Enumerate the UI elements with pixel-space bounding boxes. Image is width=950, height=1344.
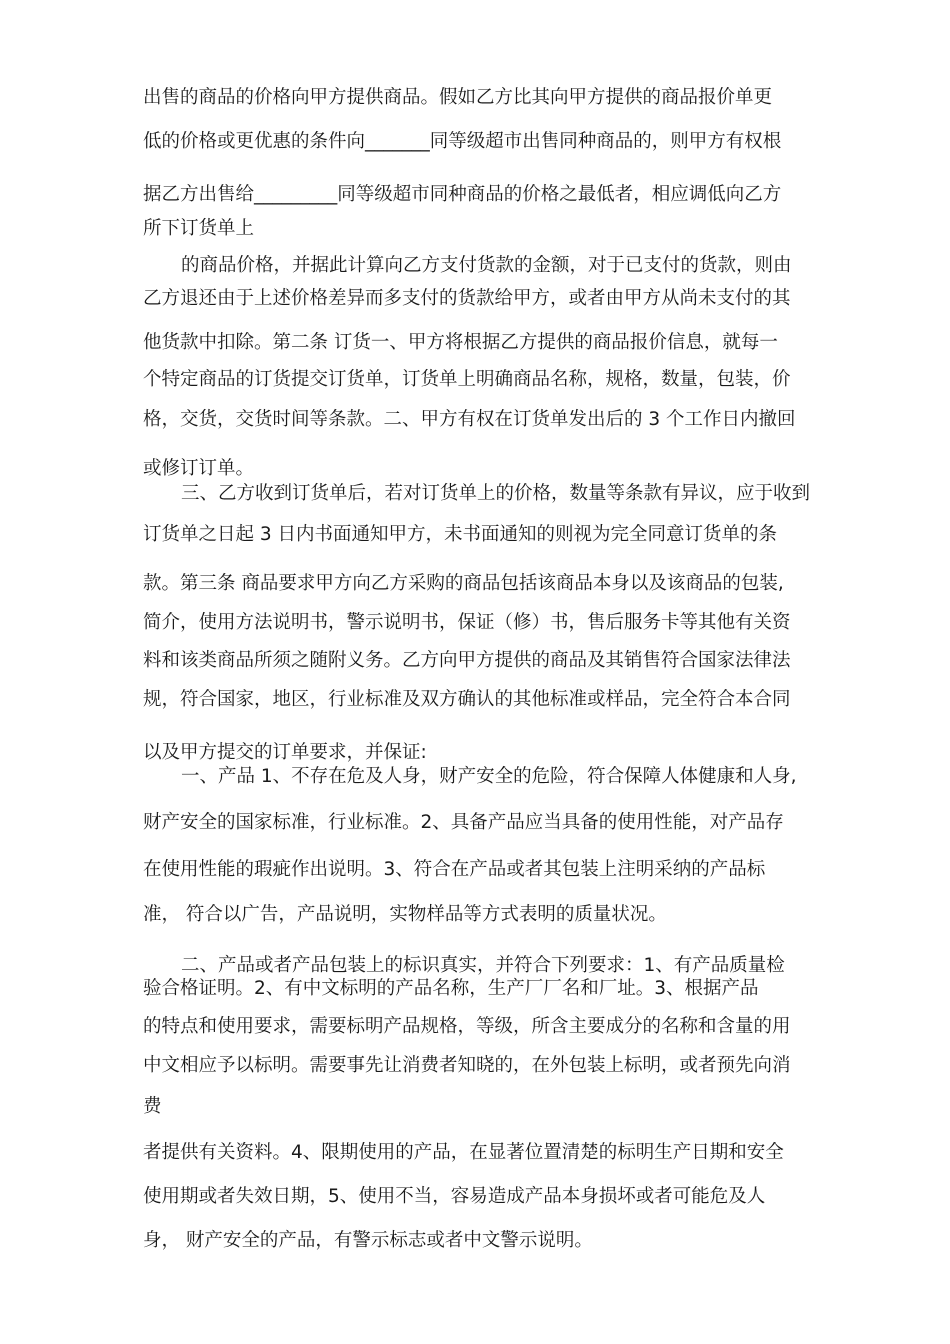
text-line: 三、乙方收到订货单后，若对订货单上的价格，数量等条款有异议，应于收到: [181, 483, 811, 504]
text-line: 的特点和使用要求，需要标明产品规格，等级，所含主要成分的名称和含量的用: [143, 1016, 791, 1037]
text-line: 财产安全的国家标准，行业标准。2、具备产品应当具备的使用性能，对产品存: [143, 812, 784, 833]
text-line: 的商品价格，并据此计算向乙方支付货款的金额，对于已支付的货款，则由: [181, 255, 792, 276]
text-line: 中文相应予以标明。需要事先让消费者知晓的，在外包装上标明，或者预先向消: [143, 1055, 791, 1076]
text-line: 身， 财产安全的产品，有警示标志或者中文警示说明。: [143, 1230, 593, 1251]
text-line: 验合格证明。2、有中文标明的产品名称，生产厂厂名和厂址。3、根据产品: [143, 978, 759, 999]
text-line: 简介，使用方法说明书，警示说明书，保证（修）书，售后服务卡等其他有关资: [143, 612, 791, 633]
text-line: 在使用性能的瑕疵作出说明。3、符合在产品或者其包装上注明采纳的产品标: [143, 859, 766, 880]
text-line: 低的价格或更优惠的条件向_______同等级超市出售同种商品的，则甲方有权根: [143, 131, 782, 152]
text-line: 个特定商品的订货提交订货单，订货单上明确商品名称，规格，数量，包装，价: [143, 369, 791, 390]
text-line: 使用期或者失效日期，5、使用不当，容易造成产品本身损坏或者可能危及人: [143, 1186, 766, 1207]
text-line: 准， 符合以广告，产品说明，实物样品等方式表明的质量状况。: [143, 904, 667, 925]
text-line: 料和该类商品所须之随附义务。乙方向甲方提供的商品及其销售符合国家法律法: [143, 650, 791, 671]
text-line: 费: [143, 1096, 162, 1117]
text-line: 一、产品 1、不存在危及人身，财产安全的危险，符合保障人体健康和人身,: [181, 766, 797, 787]
text-line: 格，交货，交货时间等条款。二、甲方有权在订货单发出后的 3 个工作日内撤回: [143, 409, 796, 430]
text-line: 者提供有关资料。4、限期使用的产品，在显著位置清楚的标明生产日期和安全: [143, 1142, 784, 1163]
text-line: 据乙方出售给_________同等级超市同种商品的价格之最低者，相应调低向乙方: [143, 184, 782, 205]
text-line: 或修订订单。: [143, 458, 255, 479]
text-line: 他货款中扣除。第二条 订货一、甲方将根据乙方提供的商品报价信息，就每一: [143, 332, 778, 353]
text-line: 出售的商品的价格向甲方提供商品。假如乙方比其向甲方提供的商品报价单更: [143, 87, 773, 108]
text-line: 二、产品或者产品包装上的标识真实，并符合下列要求：1、有产品质量检: [181, 955, 785, 976]
text-line: 订货单之日起 3 日内书面通知甲方，未书面通知的则视为完全同意订货单的条: [143, 524, 778, 545]
text-line: 乙方退还由于上述价格差异而多支付的货款给甲方，或者由甲方从尚未支付的其: [143, 288, 791, 309]
text-line: 规，符合国家，地区，行业标准及双方确认的其他标准或样品，完全符合本合同: [143, 689, 791, 710]
text-line: 以及甲方提交的订单要求，并保证:: [143, 742, 427, 763]
text-line: 所下订货单上: [143, 218, 255, 239]
text-line: 款。第三条 商品要求甲方向乙方采购的商品包括该商品本身以及该商品的包装,: [143, 573, 784, 594]
